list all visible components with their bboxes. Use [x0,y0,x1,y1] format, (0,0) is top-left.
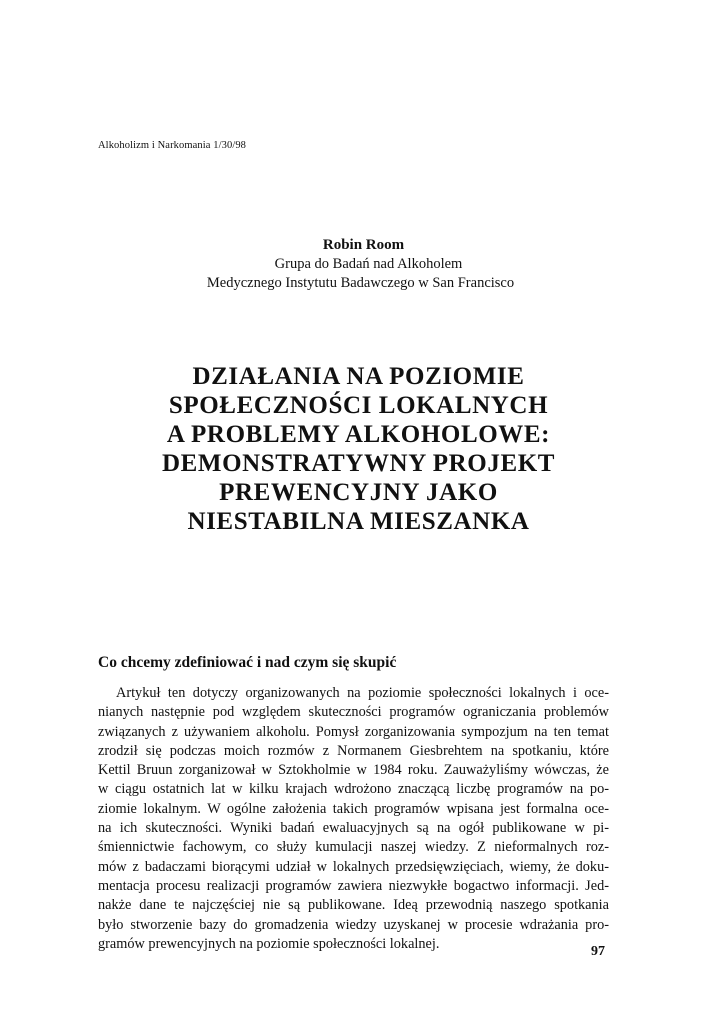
body-line: nakże dane te najczęściej nie są publikowane. Ideą przewodnią naszego spotkania [98,897,609,914]
body-line: na ich skuteczności. Wyniki badań ewaluacyjnych są na ogół publikowane w pi- [98,820,609,837]
title-line: A PROBLEMY ALKOHOLOWE: [166,421,551,448]
title-line: PREWENCYJNY JAKO [219,479,498,506]
body-line: śmiennictwie fachowym, co służy kumulacji naszej wiedzy. Z nieformalnych roz- [98,839,609,856]
body-line: Kettil Bruun zorganizował w Sztokholmie w 1984 roku. Zauważyliśmy wówczas, że [98,762,609,779]
author-block [0,236,717,293]
title-line: DEMONSTRATYWNY PROJEKT [161,450,556,477]
title-line: NIESTABILNA MIESZANKA [187,508,530,535]
journal-citation: Alkoholizm i Narkomania 1/30/98 [98,140,247,151]
section-heading: Co chcemy zdefiniować i nad czym się skupić [98,654,397,671]
title-line: SPOŁECZNOŚCI LOKALNYCH [168,392,549,419]
body-line: gramów prewencyjnych na poziomie społeczności lokalnej. [98,935,440,952]
title-line: DZIAŁANIA NA POZIOMIE [192,363,525,390]
body-line: mów z badaczami biorącymi udział w lokalnych przedsięwzięciach, wiemy, że doku- [98,858,609,875]
body-line: mentacja procesu realizacji programów zawiera niezwykłe bogactwo informacji. Jed- [98,877,609,894]
article-title [0,362,717,536]
body-line: Artykuł ten dotyczy organizowanych na poziomie społeczności lokalnych i oce- [116,685,609,701]
body-line: zrodził się podczas moich rozmów z Normanem Giesbrehtem na spotkaniu, które [98,742,609,759]
page-number: 97 [591,944,605,959]
body-line: w ciągu ostatnich lat w kilku krajach wdrożono znaczącą liczbę programów na po- [98,781,609,798]
body-paragraph [98,684,609,954]
author-name: Robin Room [322,237,405,253]
body-line: nianych następnie pod względem skuteczności programów ograniczania problemów [98,704,609,721]
author-affiliation-line-2: Medycznego Instytutu Badawczego w San Francisco [206,275,515,291]
body-line: było stworzenie bazy do gromadzenia wiedzy uzyskanej w procesie wdrażania pro- [98,916,609,933]
body-line: ziomie lokalnym. W ogólne założenia takich programów wpisana jest formalna oce- [98,800,609,817]
body-line: związanych z używaniem alkoholu. Pomysł zorganizowania sympozjum na ten temat [98,723,609,740]
author-affiliation-line-1: Grupa do Badań nad Alkoholem [274,256,463,272]
